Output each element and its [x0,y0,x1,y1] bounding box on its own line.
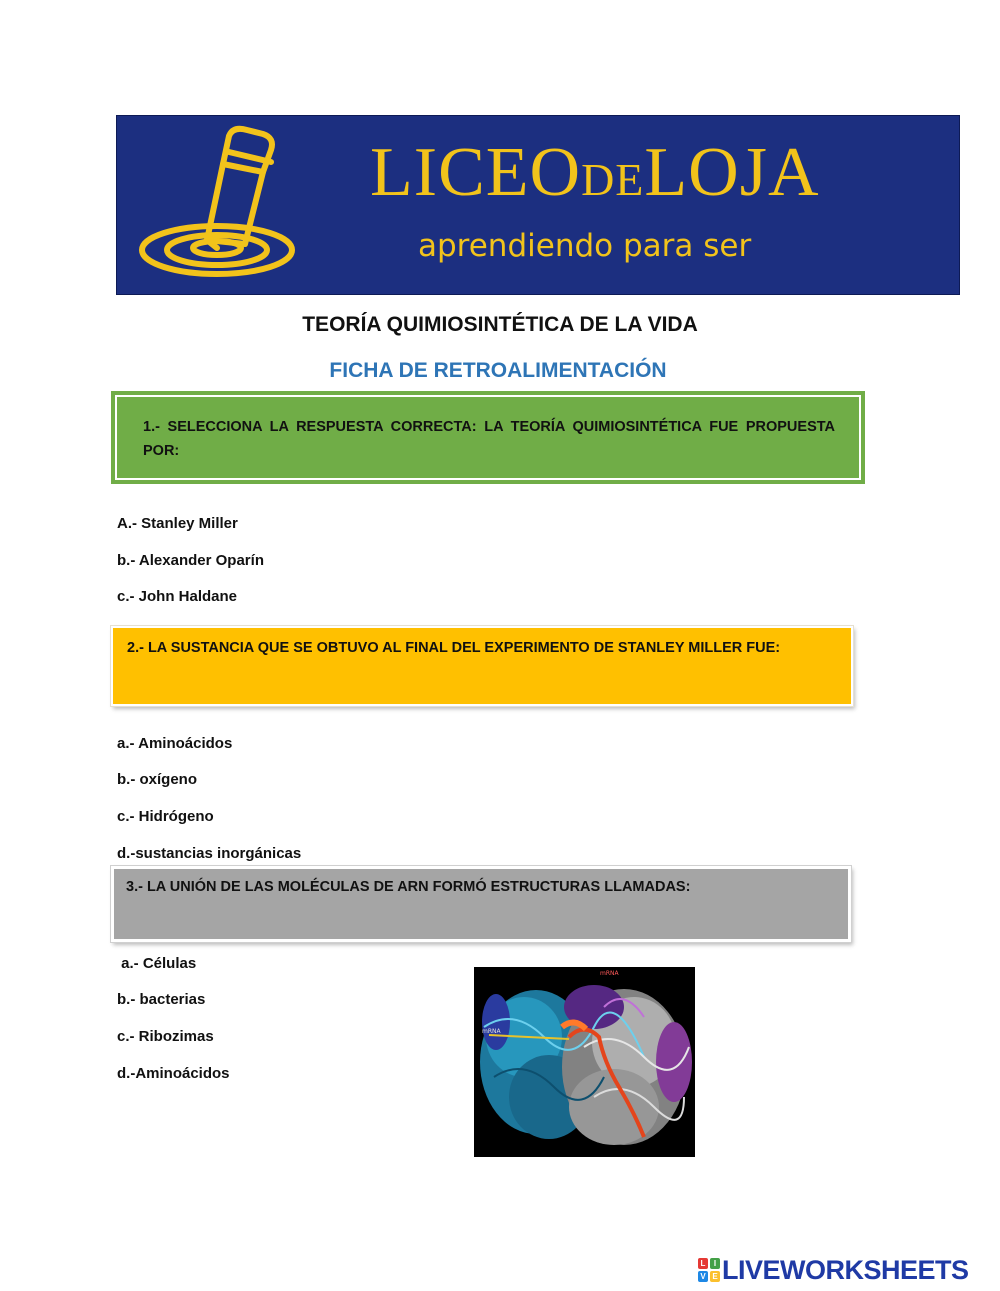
question-3-option-a[interactable]: a.- Células [117,955,197,972]
question-1-option-b[interactable]: b.- Alexander Oparín [117,552,264,569]
liveworksheets-wordmark: LIVEWORKSHEETS [722,1255,969,1285]
question-2-option-b[interactable]: b.- oxígeno [117,771,197,788]
school-tagline: aprendiendo para ser [418,228,752,264]
question-2-prompt: 2.- LA SUSTANCIA QUE SE OBTUVO AL FINAL DEL EXPERIMENTO DE STANLEY MILLER FUE: [111,626,853,706]
question-2-option-c[interactable]: c.- Hidrógeno [117,808,214,825]
document-subtitle: FICHA DE RETROALIMENTACIÓN [329,359,667,382]
school-name-part-3: LOJA [644,134,820,211]
question-1-prompt: 1.- SELECCIONA LA RESPUESTA CORRECTA: LA TEORÍA QUIMIOSINTÉTICA FUE PROPUESTA POR: [115,395,861,480]
question-3-option-d[interactable]: d.-Aminoácidos [117,1065,230,1082]
ribosome-illustration [474,967,695,1157]
liveworksheets-logo [698,1256,996,1286]
school-name-part-2: DE [581,154,645,205]
question-3-option-c[interactable]: c.- Ribozimas [117,1028,214,1045]
pencil-target-logo-icon [135,122,305,282]
liveworksheets-squares-icon: L I V E [698,1258,720,1282]
question-3-option-b[interactable]: b.- bacterias [117,991,206,1008]
document-title: TEORÍA QUIMIOSINTÉTICA DE LA VIDA [302,313,698,336]
question-1-option-a[interactable]: A.- Stanley Miller [117,515,238,532]
school-name [370,134,930,215]
question-2-option-d[interactable]: d.-sustancias inorgánicas [117,845,302,862]
question-1-box [111,391,865,484]
question-3-prompt: 3.- LA UNIÓN DE LAS MOLÉCULAS DE ARN FORMÓ ESTRUCTURAS LLAMADAS: [111,866,851,942]
question-1-option-c[interactable]: c.- John Haldane [117,588,238,605]
ribosome-structure-image [474,967,695,1157]
figure-label-left: mRNA [482,1028,501,1035]
figure-label-top: mRNA [600,970,619,977]
question-2-option-a[interactable]: a.- Aminoácidos [117,735,233,752]
school-name-part-1: LICEO [370,134,582,211]
